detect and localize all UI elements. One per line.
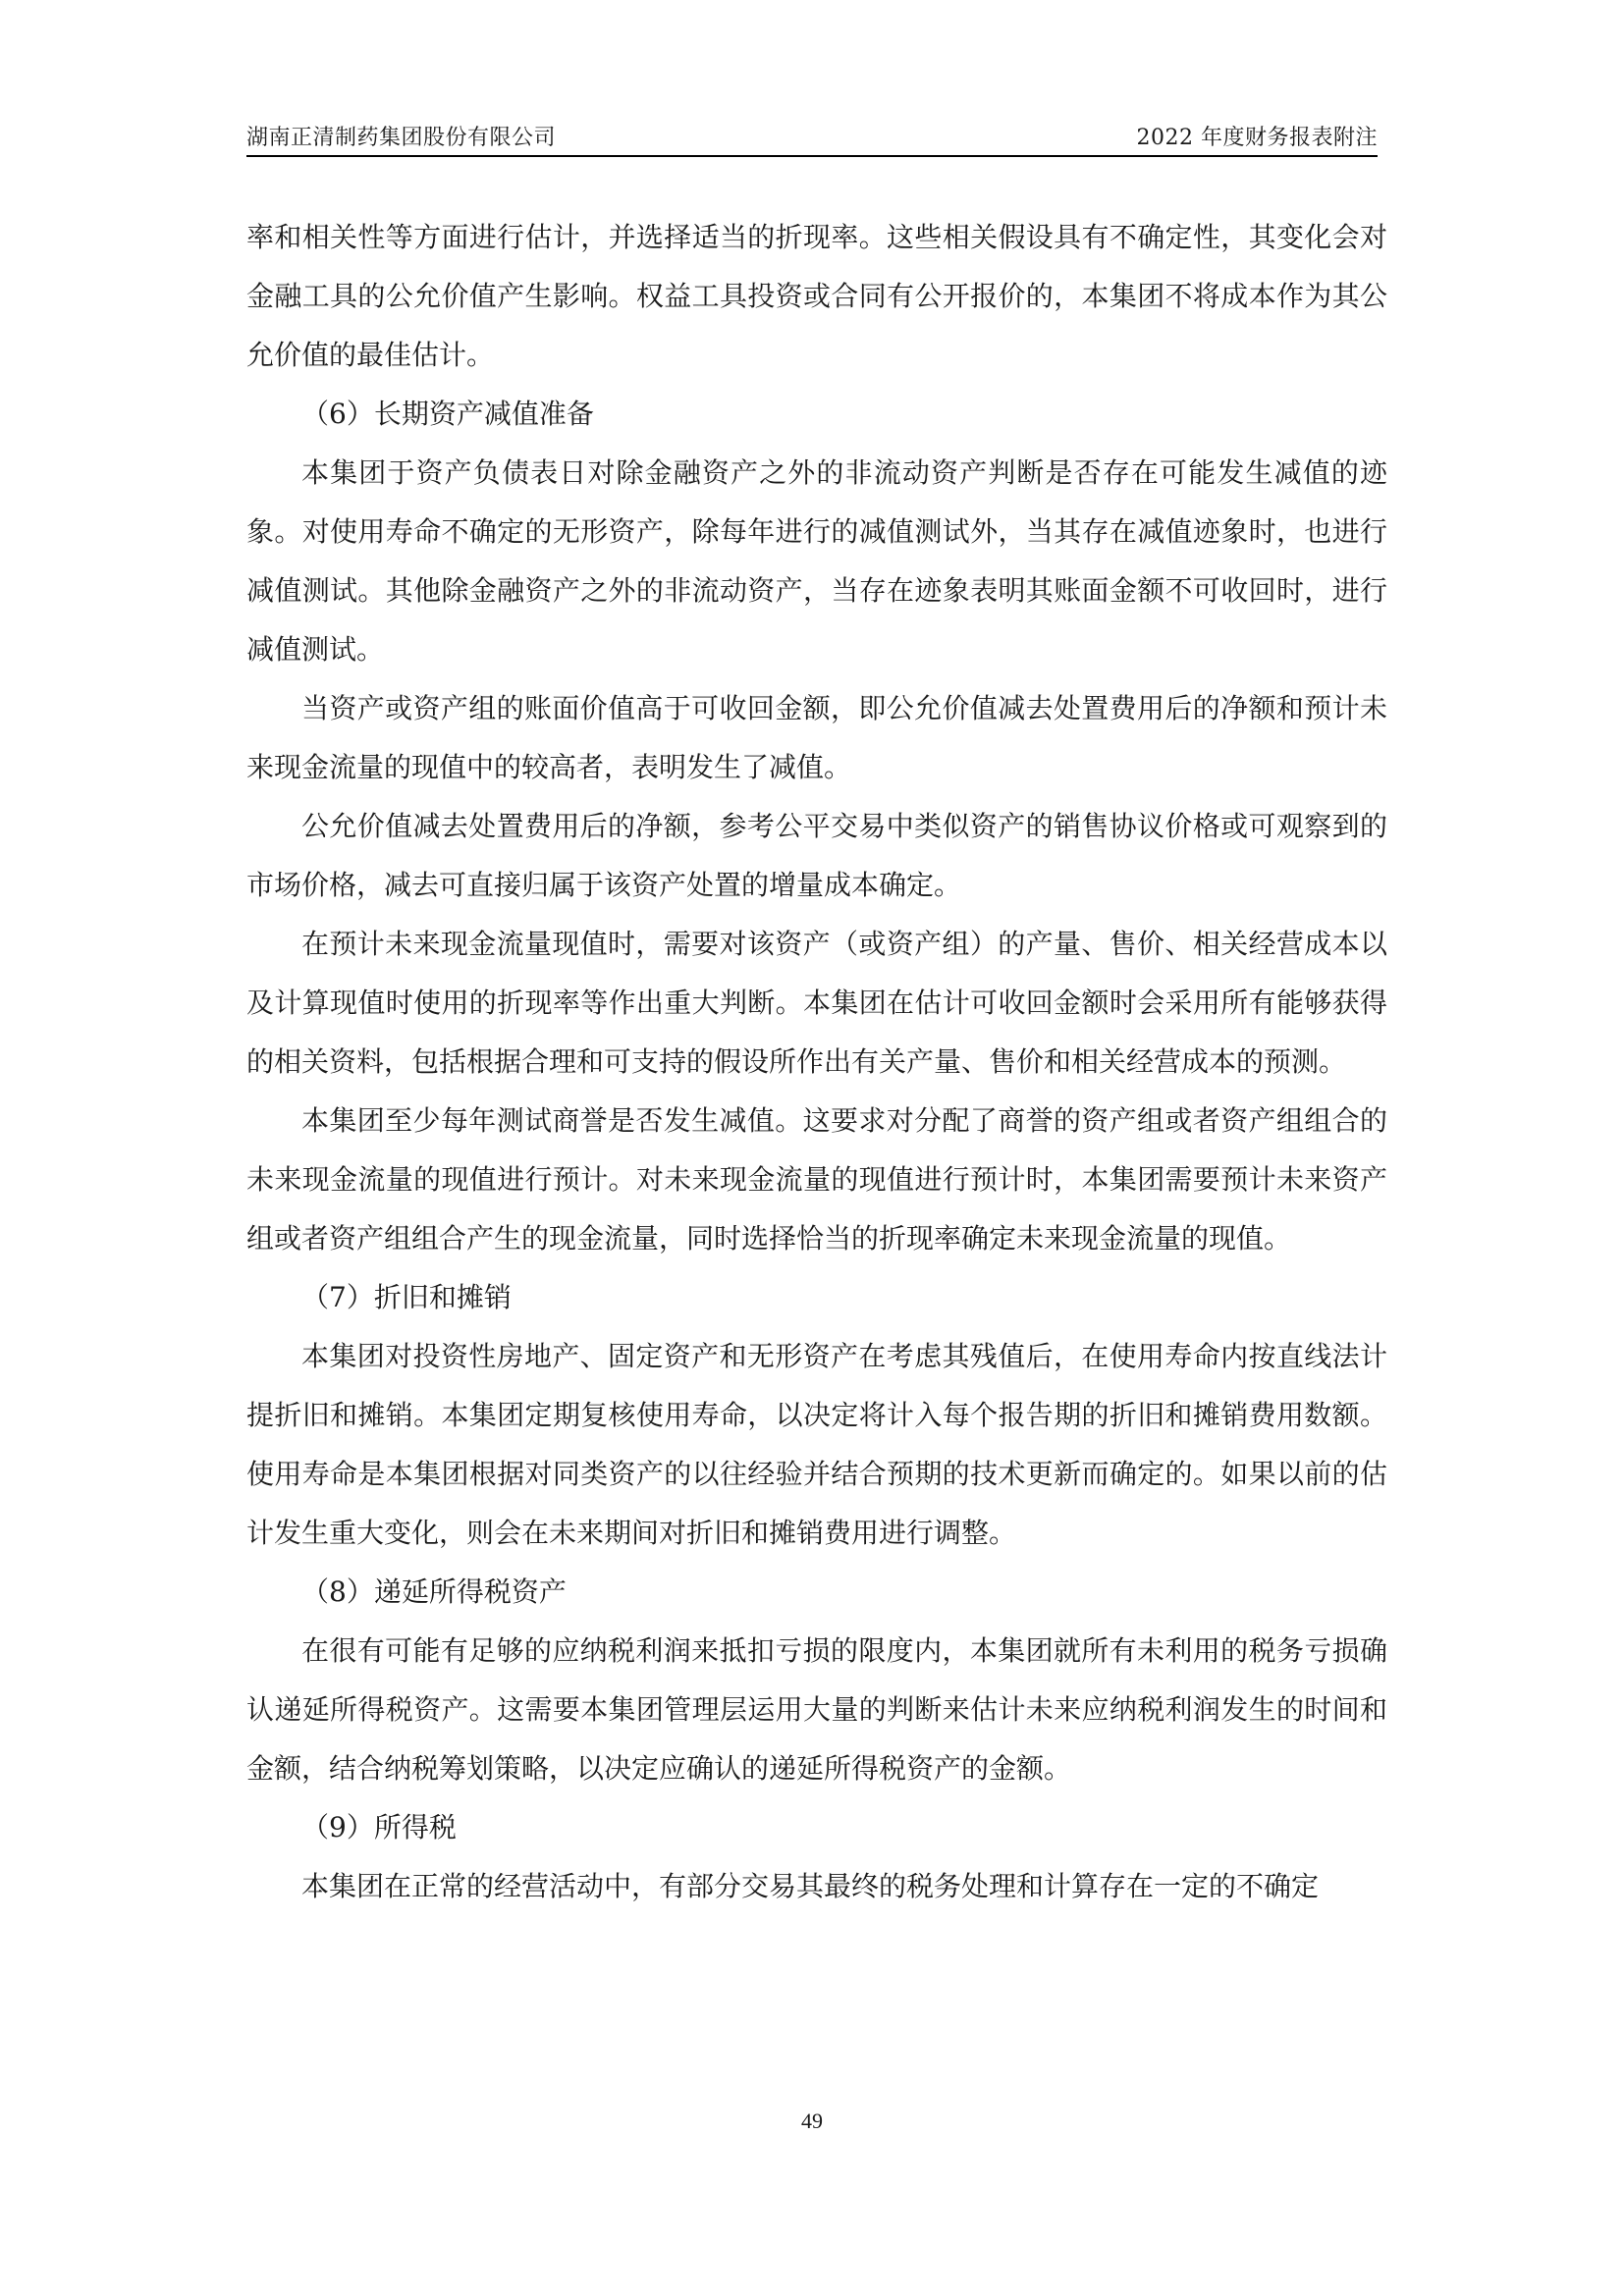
- section-heading-7: （7）折旧和摊销: [301, 1281, 512, 1313]
- section-heading-6: （6）长期资产减值准备: [301, 398, 594, 430]
- document-body: [246, 208, 1387, 1916]
- paragraph: 公允价值减去处置费用后的净额，参考公平交易中类似资产的销售协议价格或可观察到的市场价格，减去可直接归属于该资产处置的增量成本确定。: [246, 810, 1387, 901]
- section-heading-9: （9）所得税: [301, 1811, 457, 1843]
- paragraph: 本集团对投资性房地产、固定资产和无形资产在考虑其残值后，在使用寿命内按直线法计提折旧和摊销。本集团定期复核使用寿命，以决定将计入每个报告期的折旧和摊销费用数额。使用寿命是本集团根据对同类资产的以往经验并结合预期的技术更新而确定的。如果以前的估计发生重大变化，则会在未来期间对折旧和摊销费用进行调整。: [246, 1340, 1387, 1549]
- paragraph: 本集团至少每年测试商誉是否发生减值。这要求对分配了商誉的资产组或者资产组组合的未来现金流量的现值进行预计。对未来现金流量的现值进行预计时，本集团需要预计未来资产组或者资产组组合产生的现金流量，同时选择恰当的折现率确定未来现金流量的现值。: [246, 1104, 1387, 1255]
- paragraph: 本集团于资产负债表日对除金融资产之外的非流动资产判断是否存在可能发生减值的迹象。对使用寿命不确定的无形资产，除每年进行的减值测试外，当其存在减值迹象时，也进行减值测试。其他除金融资产之外的非流动资产，当存在迹象表明其账面金额不可收回时，进行减值测试。: [246, 456, 1387, 666]
- page-number: 49: [801, 2109, 823, 2133]
- paragraph: 当资产或资产组的账面价值高于可收回金额，即公允价值减去处置费用后的净额和预计未来现金流量的现值中的较高者，表明发生了减值。: [246, 692, 1387, 783]
- page-header: [246, 116, 1378, 157]
- company-name: 湖南正清制药集团股份有限公司: [246, 126, 557, 150]
- report-title: 2022 年度财务报表附注: [1136, 126, 1378, 150]
- section-heading-8: （8）递延所得税资产: [301, 1575, 567, 1608]
- paragraph: 本集团在正常的经营活动中，有部分交易其最终的税务处理和计算存在一定的不确定: [301, 1870, 1320, 1902]
- paragraph-continued: 率和相关性等方面进行估计，并选择适当的折现率。这些相关假设具有不确定性，其变化会对金融工具的公允价值产生影响。权益工具投资或合同有公开报价的，本集团不将成本作为其公允价值的最佳估计。: [246, 221, 1387, 371]
- paragraph: 在预计未来现金流量现值时，需要对该资产（或资产组）的产量、售价、相关经营成本以及计算现值时使用的折现率等作出重大判断。本集团在估计可收回金额时会采用所有能够获得的相关资料，包括根据合理和可支持的假设所作出有关产量、售价和相关经营成本的预测。: [246, 928, 1387, 1078]
- paragraph: 在很有可能有足够的应纳税利润来抵扣亏损的限度内，本集团就所有未利用的税务亏损确认递延所得税资产。这需要本集团管理层运用大量的判断来估计未来应纳税利润发生的时间和金额，结合纳税筹划策略，以决定应确认的递延所得税资产的金额。: [246, 1634, 1387, 1785]
